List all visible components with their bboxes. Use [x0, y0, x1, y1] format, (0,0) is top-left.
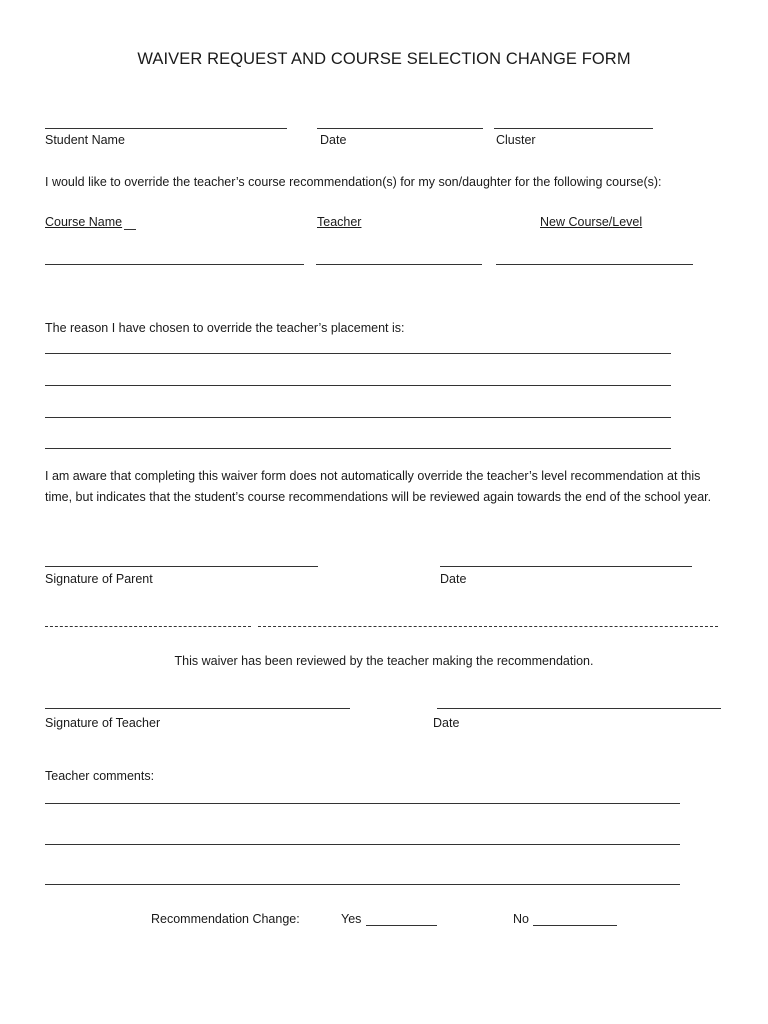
parent-date-line[interactable] [440, 566, 692, 567]
teacher-date-line[interactable] [437, 708, 721, 709]
reason-line[interactable] [45, 417, 671, 418]
teacher-comments-line[interactable] [45, 844, 680, 845]
reason-line[interactable] [45, 448, 671, 449]
student-name-label: Student Name [45, 133, 125, 147]
no-entry-line[interactable] [533, 925, 617, 926]
course-name-header: Course Name [45, 215, 123, 229]
course-name-underline-tail [124, 229, 136, 230]
teacher-comments-line[interactable] [45, 803, 680, 804]
cluster-line[interactable] [494, 128, 653, 129]
override-intro-text: I would like to override the teacher’s course recommendation(s) for my son/daughter for the following course(s): [45, 175, 662, 189]
teacher-entry-line[interactable] [316, 264, 482, 265]
teacher-signature-line[interactable] [45, 708, 350, 709]
date-line[interactable] [317, 128, 483, 129]
teacher-signature-label: Signature of Teacher [45, 716, 161, 730]
recommendation-change-label: Recommendation Change: [151, 912, 300, 926]
reason-line[interactable] [45, 353, 671, 354]
yes-entry-line[interactable] [366, 925, 437, 926]
student-name-line[interactable] [45, 128, 287, 129]
section-separator [258, 626, 718, 627]
parent-date-label: Date [440, 572, 467, 586]
date-label: Date [320, 133, 347, 147]
teacher-date-label: Date [433, 716, 460, 730]
form-title: WAIVER REQUEST AND COURSE SELECTION CHANGE FORM [137, 50, 631, 68]
awareness-paragraph: I am aware that completing this waiver form does not automatically override the teacher’s level recommendation at this time, but indicates that the student’s course recommendations will be reviewed again towards the end of the school year. [45, 469, 712, 504]
teacher-comments-label: Teacher comments: [45, 769, 155, 783]
course-name-entry-line[interactable] [45, 264, 304, 265]
teacher-comments-line[interactable] [45, 884, 680, 885]
yes-label: Yes [341, 912, 362, 926]
section-separator [45, 626, 251, 627]
parent-signature-label: Signature of Parent [45, 572, 153, 586]
new-course-level-header: New Course/Level [540, 215, 643, 229]
no-label: No [513, 912, 529, 926]
reason-line[interactable] [45, 385, 671, 386]
teacher-header: Teacher [317, 215, 362, 229]
parent-signature-line[interactable] [45, 566, 318, 567]
cluster-label: Cluster [496, 133, 536, 147]
review-statement: This waiver has been reviewed by the teacher making the recommendation. [174, 654, 594, 668]
new-course-level-entry-line[interactable] [496, 264, 693, 265]
reason-label: The reason I have chosen to override the teacher’s placement is: [45, 321, 405, 335]
